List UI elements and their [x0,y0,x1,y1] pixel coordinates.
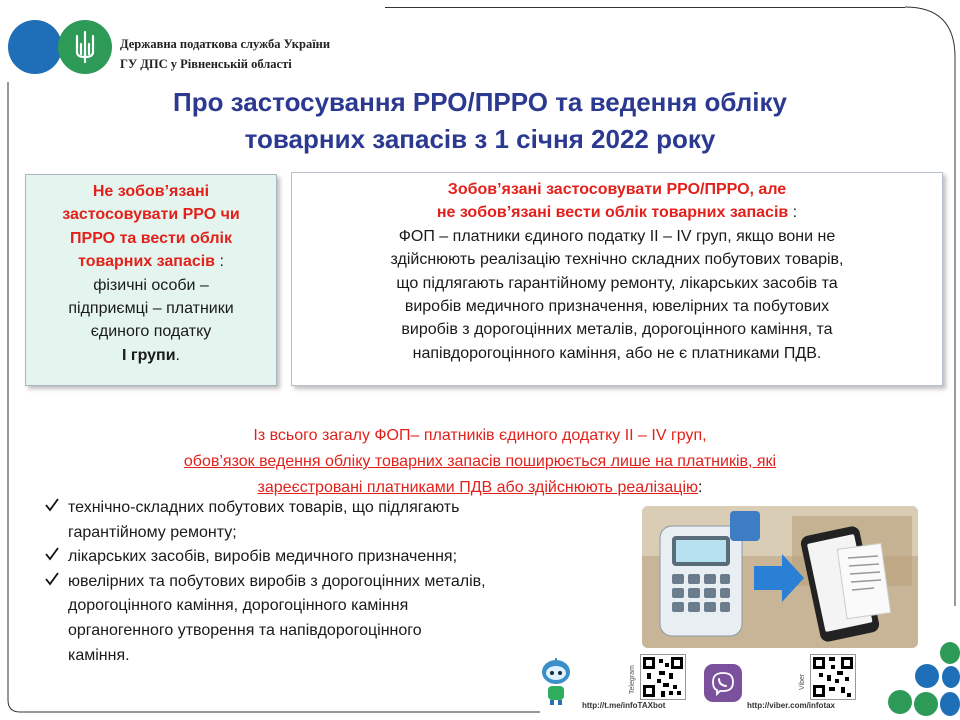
right-colon: : [788,204,798,222]
viber-url[interactable]: http://viber.com/infotax [747,701,836,710]
middle-colon: : [698,479,703,496]
right-info-box [291,172,943,386]
decor-dot [888,690,912,714]
middle-line-2: обов’язок ведення обліку товарних запасів поширюється лише на платників, які [183,453,777,470]
title-line-1: Про застосування РРО/ПРРО та ведення обліку [173,87,787,117]
right-body-line-6: напівдорогоцінного каміння, або не є платниками ПДВ. [412,344,822,362]
title-line-2: товарних запасів з 1 січня 2022 року [244,124,716,154]
check-icon [42,570,62,588]
left-body-line-1: фізичні особи – [93,276,209,294]
list-item [42,570,642,668]
viber-qr-code[interactable] [810,654,856,700]
right-body-line-2: здійснюють реалізацію технічно складних побутових товарів, [390,251,844,269]
cash-register-photo [642,506,918,648]
check-icon [42,545,62,563]
check-icon [42,496,62,514]
middle-statement [30,423,930,501]
list-item-line: гарантійному ремонту; [68,523,237,541]
org-name [120,34,330,74]
list-item-line: ювелірних та побутових виробів з дорогоцінних металів, [68,572,486,590]
right-body-line-1: ФОП – платники єдиного податку ІІ – ІV груп, якщо вони не [398,227,836,245]
org-line-1: Державна податкова служба України [120,37,331,51]
telegram-url[interactable]: http://t.me/infoTAXbot [582,701,666,710]
left-bold-tail: І групи [122,346,176,364]
left-red-line-1: Не зобов’язані [92,183,210,200]
viber-icon[interactable] [704,664,742,702]
chatbot-icon[interactable] [538,656,574,706]
list-item-line: органогенного утворення та напівдорогоцінного [68,621,422,639]
logo-blue-circle [8,20,62,74]
left-red-line-3: ПРРО та вести облік [70,229,232,247]
list-item [42,496,642,545]
left-tail-wrap [26,344,276,367]
right-body-line-3: що підлягають гарантійному ремонту, лікарських засобів та [396,274,838,292]
left-colon: : [215,253,224,271]
trident-icon [58,20,112,74]
right-red-line-2: не зобов’язані вести облік товарних запасів [436,204,789,222]
left-red-line-2: застосовувати РРО чи [62,206,240,224]
left-dot: . [175,346,180,364]
left-red-line-4: товарних запасів [78,253,216,271]
checklist [42,496,642,668]
decor-dot [914,692,938,716]
left-red-line-4-wrap [26,250,276,273]
frame-top-line [385,7,905,8]
left-info-box [25,174,277,386]
left-body-line-3: єдиного податку [90,323,212,341]
page-title [80,84,880,158]
org-line-2: ГУ ДПС у Рівненській області [120,57,292,71]
middle-line-1: Із всього загалу ФОП– платників єдиного додатку ІІ – ІV груп, [253,427,707,444]
decor-dot [915,664,939,688]
telegram-label: Telegram [629,665,636,694]
decor-dot [940,692,960,716]
list-item-line: дорогоцінного каміння, дорогоцінного каміння [68,597,409,615]
list-item [42,545,642,570]
telegram-qr-code[interactable] [640,654,686,700]
left-body-line-2: підприємці – платники [68,300,234,318]
middle-line-3: зареєстровані платниками ПДВ або здійснюють реалізацію [257,479,698,496]
right-body-line-5: виробів з дорогоцінних металів, дорогоцінного каміння, та [401,321,833,339]
list-item-line: каміння. [68,646,130,664]
right-red-line-2-wrap [292,201,942,224]
list-item-line: лікарських засобів, виробів медичного призначення; [68,548,458,566]
decor-dot [942,666,960,688]
decor-dot [940,642,960,664]
right-red-line-1: Зобов’язані застосовувати РРО/ПРРО, але [447,181,787,198]
list-item-line: технічно-складних побутових товарів, що підлягають [68,499,460,516]
viber-label: Viber [799,673,806,690]
right-body-line-4: виробів медичного призначення, ювелірних та побутових [404,298,830,316]
